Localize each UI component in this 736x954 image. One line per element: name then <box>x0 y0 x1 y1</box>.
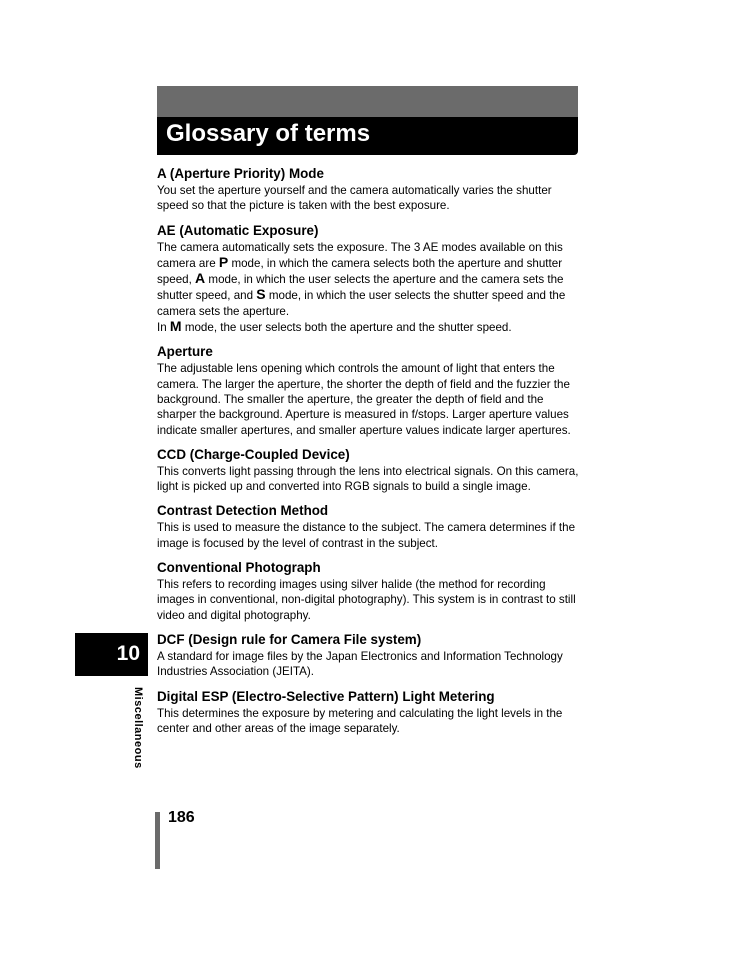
glossary-definition: This determines the exposure by metering and calculating the light levels in the center and other areas of the image separately. <box>157 706 563 735</box>
glossary-entry <box>157 344 579 437</box>
glossary-definition: A standard for image files by the Japan Electronics and Information Technology Industries Association (JEITA). <box>157 649 563 679</box>
glossary-term: AE (Automatic Exposure) <box>157 222 319 238</box>
chapter-tab <box>75 633 148 676</box>
header-band <box>157 86 578 118</box>
page-number: 186 <box>168 809 195 826</box>
glossary-list <box>157 166 579 745</box>
glossary-entry <box>157 166 579 214</box>
mode-s-icon: S <box>256 286 266 303</box>
glossary-entry <box>157 503 579 551</box>
glossary-definition: This is used to measure the distance to the subject. The camera determines if the image is focused by the level of contrast in the subject. <box>157 521 576 550</box>
definition-text: In <box>157 321 167 335</box>
glossary-definition: You set the aperture yourself and the camera automatically varies the shutter speed so that the picture is taken with the best exposure. <box>157 184 552 213</box>
glossary-entry <box>157 223 579 336</box>
mode-p-icon: P <box>218 253 229 270</box>
glossary-definition: This converts light passing through the lens into electrical signals. On this camera, light is picked up and converted into RGB signals to build a single image. <box>157 464 579 494</box>
mode-m-icon: M <box>169 318 182 335</box>
glossary-term: CCD (Charge-Coupled Device) <box>157 446 350 462</box>
glossary-definition: This refers to recording images using silver halide (the method for recording images in conventional, non-digital photography). This system is in contrast to still video and digital photography. <box>157 578 576 622</box>
glossary-definition <box>157 240 579 336</box>
mode-a-icon: A <box>195 270 206 287</box>
definition-text: mode, in which the user selects the shutter speed and the camera sets the aperture. <box>157 289 566 318</box>
glossary-term: DCF (Design rule for Camera File system) <box>157 631 422 647</box>
glossary-entry <box>157 560 579 623</box>
glossary-term: Aperture <box>157 344 213 360</box>
glossary-definition: The adjustable lens opening which controls the amount of light that enters the camera. The larger the aperture, the shorter the depth of field and the fuzzier the background. The smaller the aperture, the greater the depth of field and the sharper the background. Aperture is measured in f/stops. Larger aperture values indicate smaller apertures, and smaller aperture values indicate larger apertures. <box>157 362 571 437</box>
chapter-label: Miscellaneous <box>132 687 144 769</box>
page-title: Glossary of terms <box>166 120 371 147</box>
definition-text: The camera automatically sets the exposure. The 3 AE modes available on this camera are <box>157 240 563 270</box>
glossary-term: Digital ESP (Electro-Selective Pattern) Light Metering <box>157 688 495 704</box>
definition-text: mode, in which the camera selects both the aperture and shutter speed, <box>157 256 563 287</box>
glossary-entry <box>157 689 579 737</box>
glossary-entry <box>157 447 579 495</box>
definition-text: mode, in which the user selects the aperture and the camera sets the shutter speed, and <box>157 273 564 303</box>
glossary-term: Contrast Detection Method <box>157 503 329 519</box>
definition-text: mode, the user selects both the aperture and the shutter speed. <box>184 321 512 335</box>
glossary-entry <box>157 632 579 680</box>
glossary-term: A (Aperture Priority) Mode <box>157 166 324 181</box>
footer-bar <box>155 812 160 869</box>
glossary-term: Conventional Photograph <box>157 560 321 576</box>
chapter-number: 10 <box>116 642 140 665</box>
